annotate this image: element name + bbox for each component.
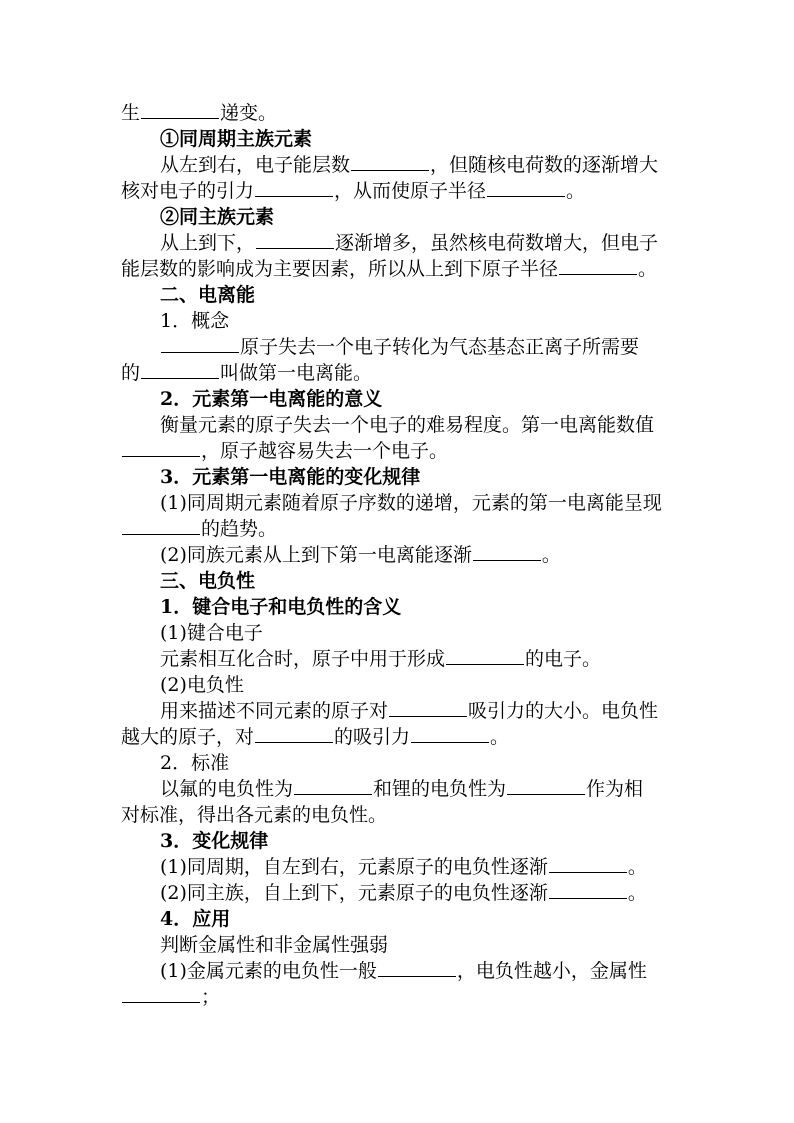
text-line [160, 542, 677, 568]
text-segment: 。 [627, 856, 647, 878]
text-line [160, 854, 677, 880]
text-line [160, 230, 677, 256]
text-segment: 和锂的电负性为 [373, 778, 507, 800]
text-segment: 逐渐增多，虽然核电荷数增大，但电子 [335, 232, 659, 254]
text-line [160, 750, 677, 776]
text-segment: 二、电离能 [160, 284, 256, 306]
fill-in-blank[interactable] [351, 152, 429, 171]
fill-in-blank[interactable] [294, 776, 372, 795]
text-line [160, 646, 677, 672]
text-line [160, 958, 677, 984]
text-segment: ； [201, 986, 221, 1008]
text-line [160, 152, 677, 178]
fill-in-blank[interactable] [549, 854, 627, 873]
fill-in-blank[interactable] [378, 958, 456, 977]
text-segment: 原子失去一个电子转化为气态基态正离子所需要 [240, 336, 640, 358]
text-segment: ，从而使原子半径 [334, 180, 487, 202]
text-segment: 越大的原子，对 [121, 726, 255, 748]
fill-in-blank[interactable] [559, 256, 637, 275]
fill-in-blank[interactable] [411, 724, 489, 743]
text-segment: 。 [638, 258, 658, 280]
text-segment: (1)同周期元素随着原子序数的递增，元素的第一电离能呈现 [160, 492, 662, 514]
text-segment: 3．变化规律 [160, 830, 269, 852]
fill-in-blank[interactable] [255, 178, 333, 197]
fill-in-blank[interactable] [446, 646, 524, 665]
text-line [121, 100, 677, 126]
fill-in-blank[interactable] [141, 360, 219, 379]
text-segment: 1．概念 [160, 310, 230, 332]
text-segment: (2)同主族，自上到下，元素原子的电负性逐渐 [160, 882, 548, 904]
text-line [160, 698, 677, 724]
text-line [121, 984, 677, 1010]
text-segment: 。 [566, 180, 586, 202]
fill-in-blank[interactable] [161, 334, 239, 353]
text-line [160, 204, 677, 230]
text-segment: 能层数的影响成为主要因素，所以从上到下原子半径 [121, 258, 559, 280]
fill-in-blank[interactable] [507, 776, 585, 795]
text-line [160, 490, 677, 516]
text-segment: 衡量元素的原子失去一个电子的难易程度。第一电离能数值 [160, 414, 655, 436]
text-segment: (2)电负性 [160, 674, 244, 696]
text-line [160, 906, 677, 932]
text-line [160, 828, 677, 854]
fill-in-blank[interactable] [141, 100, 219, 119]
text-segment: 对标准，得出各元素的电负性。 [121, 804, 388, 826]
fill-in-blank[interactable] [487, 178, 565, 197]
text-line [160, 412, 677, 438]
text-segment: 的吸引力 [334, 726, 411, 748]
text-line [160, 308, 677, 334]
text-segment: 核对电子的引力 [121, 180, 255, 202]
text-segment: 元素相互化合时，原子中用于形成 [160, 648, 446, 670]
text-segment: 1．键合电子和电负性的含义 [160, 596, 402, 618]
text-line [160, 126, 677, 152]
text-segment: 判断金属性和非金属性强弱 [160, 934, 389, 956]
text-segment: (1)同周期，自左到右，元素原子的电负性逐渐 [160, 856, 548, 878]
text-segment: 。 [541, 544, 561, 566]
text-line [160, 386, 677, 412]
text-line [160, 464, 677, 490]
fill-in-blank[interactable] [473, 542, 541, 561]
fill-in-blank[interactable] [122, 984, 200, 1003]
text-segment: ，原子越容易失去一个电子。 [201, 440, 449, 462]
text-segment: 2．标准 [160, 752, 230, 774]
text-line [121, 516, 677, 542]
text-segment: ②同主族元素 [160, 206, 275, 228]
text-segment: 叫做第一电离能。 [220, 362, 373, 384]
text-line [160, 880, 677, 906]
text-segment: 的趋势。 [201, 518, 278, 540]
text-line [121, 438, 677, 464]
text-line [121, 178, 677, 204]
text-line [160, 620, 677, 646]
text-segment: 用来描述不同元素的原子对 [160, 700, 389, 722]
text-segment: ①同周期主族元素 [160, 128, 313, 150]
text-segment: 2．元素第一电离能的意义 [160, 388, 383, 410]
text-segment: ，但随核电荷数的逐渐增大 [430, 154, 659, 176]
text-segment: 生 [121, 102, 141, 124]
text-line [160, 594, 677, 620]
text-line [160, 932, 677, 958]
text-segment: 作为相 [586, 778, 644, 800]
fill-in-blank[interactable] [549, 880, 627, 899]
text-segment: 的 [121, 362, 141, 384]
text-line [121, 724, 677, 750]
text-segment: 3．元素第一电离能的变化规律 [160, 466, 421, 488]
text-line [160, 282, 677, 308]
fill-in-blank[interactable] [122, 438, 200, 457]
text-segment: 从上到下， [160, 232, 256, 254]
fill-in-blank[interactable] [389, 698, 467, 717]
text-segment: 的电子。 [525, 648, 602, 670]
text-segment: (1)键合电子 [160, 622, 263, 644]
text-segment: 。 [490, 726, 510, 748]
fill-in-blank[interactable] [122, 516, 200, 535]
text-segment: 从左到右，电子能层数 [160, 154, 351, 176]
text-segment: ，电负性越小，金属性 [456, 960, 647, 982]
text-segment: 以氟的电负性为 [160, 778, 294, 800]
text-segment: 4．应用 [160, 908, 231, 930]
text-segment: (2)同族元素从上到下第一电离能逐渐 [160, 544, 472, 566]
fill-in-blank[interactable] [256, 230, 334, 249]
text-line [160, 568, 677, 594]
fill-in-blank[interactable] [255, 724, 333, 743]
text-segment: 三、电负性 [160, 570, 256, 592]
text-segment: 。 [627, 882, 647, 904]
text-line [121, 802, 677, 828]
text-line [160, 776, 677, 802]
text-line [121, 360, 677, 386]
text-segment: 吸引力的大小。电负性 [468, 700, 659, 722]
text-segment: (1)金属元素的电负性一般 [160, 960, 377, 982]
text-segment: 递变。 [220, 102, 278, 124]
text-line [160, 672, 677, 698]
text-line [160, 334, 677, 360]
text-line [121, 256, 677, 282]
